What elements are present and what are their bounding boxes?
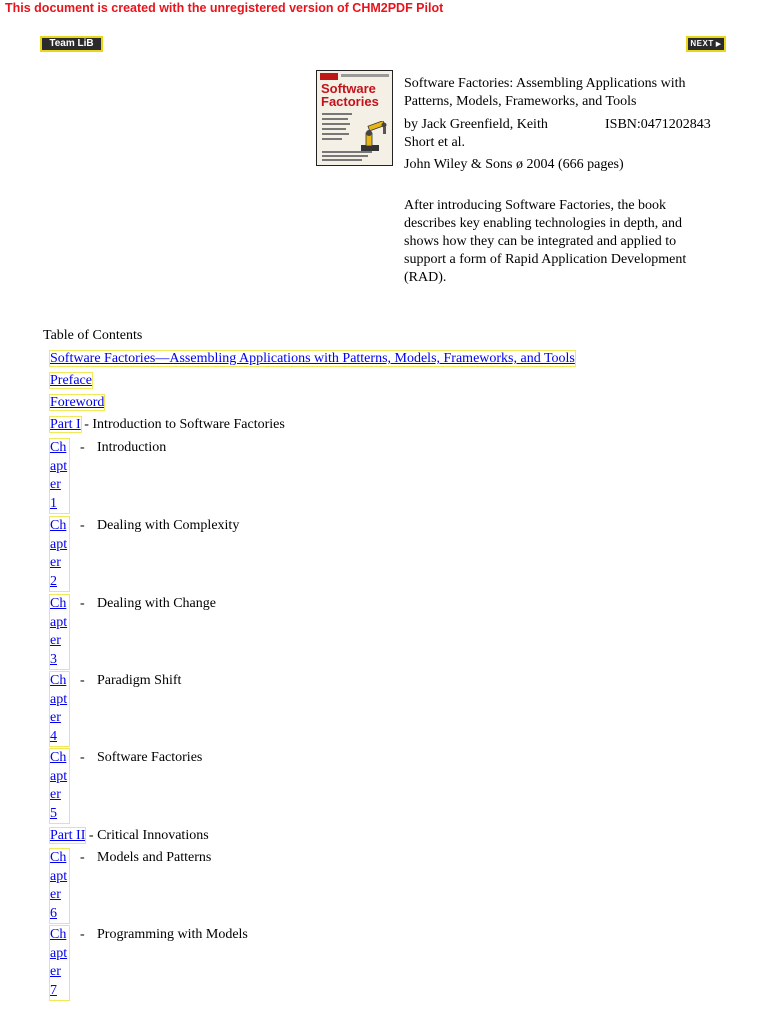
chapter-3-title: Dealing with Change — [97, 596, 216, 611]
chapter-1-title: Introduction — [97, 440, 167, 455]
part-2-link[interactable]: Part II — [50, 828, 86, 843]
full-title-link[interactable]: Software Factories—Assembling Applications with Patterns, Models, Frameworks, and Tools — [50, 351, 575, 366]
book-cover-image — [316, 70, 393, 166]
toc-item-full-title — [50, 350, 575, 368]
next-label: NEXT — [690, 39, 714, 48]
chapter-5-link[interactable]: Chapter 5 — [50, 749, 69, 823]
publisher-logo-icon — [320, 73, 338, 80]
cover-title: Software Factories — [321, 81, 379, 109]
chapter-7-link[interactable]: Chapter 7 — [50, 926, 69, 1000]
toc-item-preface — [50, 372, 92, 390]
chapter-2-link[interactable]: Chapter 2 — [50, 517, 69, 591]
book-publisher: John Wiley & Sons ø 2004 (666 pages) — [404, 157, 624, 172]
chapter-5-title: Software Factories — [97, 750, 203, 765]
robot-arm-icon — [355, 121, 389, 153]
chapter-1-link[interactable]: Chapter 1 — [50, 439, 69, 513]
chapter-4-link[interactable]: Chapter 4 — [50, 672, 69, 746]
toc-item-part-1: Part I - Introduction to Software Factories — [50, 417, 285, 432]
chapter-7-title: Programming with Models — [97, 927, 248, 942]
foreword-link[interactable]: Foreword — [50, 395, 105, 410]
toc-heading: Table of Contents — [43, 328, 143, 343]
book-isbn: ISBN:0471202843 — [605, 117, 711, 132]
next-arrow-icon: ▶ — [715, 41, 722, 48]
chapter-4-title: Paradigm Shift — [97, 673, 182, 688]
chapter-2-title: Dealing with Complexity — [97, 518, 240, 533]
part-2-title: Critical Innovations — [97, 828, 209, 843]
chapter-6-link[interactable]: Chapter 6 — [50, 849, 69, 923]
part-1-title: Introduction to Software Factories — [92, 417, 285, 432]
chapter-3-link[interactable]: Chapter 3 — [50, 595, 69, 669]
book-title: Software Factories: Assembling Applications with Patterns, Models, Frameworks, and Tools — [404, 76, 686, 109]
next-button[interactable] — [686, 36, 726, 52]
preface-link[interactable]: Preface — [50, 373, 92, 388]
team-lib-button[interactable]: Team LiB — [40, 36, 103, 52]
part-1-link[interactable]: Part I — [50, 417, 81, 432]
unregistered-banner: This document is created with the unregistered version of CHM2PDF Pilot — [5, 1, 444, 15]
toc-item-part-2: Part II - Critical Innovations — [50, 828, 209, 843]
chapter-6-title: Models and Patterns — [97, 850, 212, 865]
book-author: by Jack Greenfield, Keith Short et al. — [404, 117, 548, 150]
book-description: After introducing Software Factories, the book describes key enabling technologies in depth, and shows how they can be integrated and applied to support a form of Rapid Application Development (RAD). — [404, 198, 687, 285]
toc-item-foreword — [50, 394, 104, 412]
